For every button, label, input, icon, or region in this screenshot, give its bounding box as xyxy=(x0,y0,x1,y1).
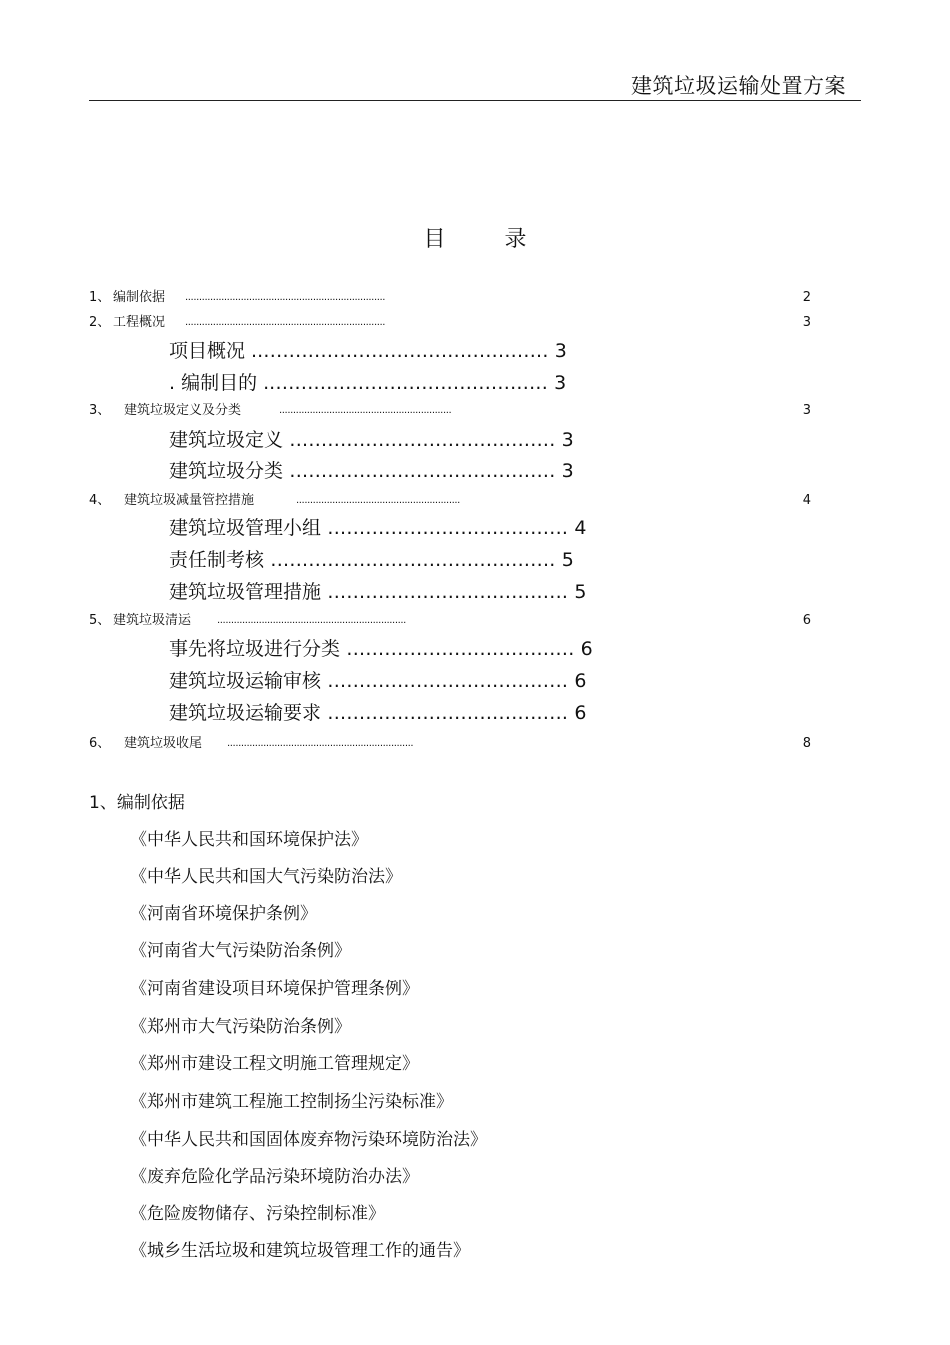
toc-subentry-page: 4 xyxy=(574,517,587,539)
toc-subentry-page: 6 xyxy=(580,638,593,660)
toc-entry-number: 1、 xyxy=(89,290,111,305)
toc-entry-2 xyxy=(89,316,811,332)
toc-subentry-page: 6 xyxy=(574,670,587,692)
toc-entry-page: 6 xyxy=(802,613,811,628)
toc-subentry-label: 建筑垃圾管理措施 xyxy=(169,581,322,603)
toc-subentry xyxy=(169,519,586,543)
toc-entry-label: 工程概况 xyxy=(113,315,166,330)
toc-entry-number: 4、 xyxy=(89,493,111,508)
reference-item: 《中华人民共和国固体废弃物污染环境防治法》 xyxy=(130,1130,487,1150)
toc-subentry xyxy=(169,374,566,398)
toc-entry-number: 2、 xyxy=(89,315,111,330)
toc-subentry-page: 5 xyxy=(561,549,574,571)
toc-entry-number: 6、 xyxy=(89,736,111,751)
toc-leader-dots: .................................................................... xyxy=(217,615,406,626)
reference-item: 《危险废物储存、污染控制标准》 xyxy=(130,1204,385,1224)
toc-entry-label: 建筑垃圾收尾 xyxy=(124,736,203,751)
toc-entry-number: 3、 xyxy=(89,403,111,418)
header-divider xyxy=(89,100,861,101)
toc-subentry-page: 5 xyxy=(574,581,587,603)
toc-subentry xyxy=(169,640,593,664)
toc-subentry xyxy=(169,342,567,366)
toc-subentry-page: 3 xyxy=(554,372,567,394)
toc-entry-label: 建筑垃圾定义及分类 xyxy=(124,403,242,418)
toc-leader-dots: .................................... xyxy=(340,638,575,660)
toc-subentry-label: 项目概况 . xyxy=(169,340,258,362)
toc-subentry-page: 3 xyxy=(561,429,574,451)
toc-leader-dots: ........................................................................ xyxy=(185,292,386,303)
toc-subentry-label: 建筑垃圾运输要求 xyxy=(169,702,322,724)
toc-subentry xyxy=(169,551,574,575)
toc-leader-dots: ............................................. xyxy=(264,549,556,571)
toc-subentry xyxy=(169,704,586,728)
toc-entry-page: 4 xyxy=(802,493,811,508)
toc-subentry xyxy=(169,583,586,607)
reference-item: 《中华人民共和国大气污染防治法》 xyxy=(130,867,402,887)
toc-entry-page: 3 xyxy=(802,315,811,330)
reference-item: 《中华人民共和国环境保护法》 xyxy=(130,830,368,850)
toc-entry-5 xyxy=(89,614,811,630)
toc-entry-page: 3 xyxy=(802,403,811,418)
toc-subentry-page: 6 xyxy=(574,702,587,724)
toc-leader-dots: .............................................................. xyxy=(279,405,452,416)
toc-subentry xyxy=(169,431,574,455)
toc-entry-page: 2 xyxy=(802,290,811,305)
toc-subentry-label: 建筑垃圾定义 xyxy=(169,429,284,451)
toc-subentry-label: . 编制目的 . xyxy=(169,372,270,394)
toc-entry-label: 编制依据 xyxy=(113,290,166,305)
reference-item: 《河南省大气污染防治条例》 xyxy=(130,941,351,961)
toc-leader-dots: ........................................................... xyxy=(296,495,460,506)
toc-leader-dots: .......................................... xyxy=(283,460,556,482)
toc-subentry-label: 事先将垃圾进行分类 xyxy=(169,638,341,660)
toc-subentry xyxy=(169,462,574,486)
reference-item: 《河南省环境保护条例》 xyxy=(130,904,317,924)
toc-leader-dots: ...................................... xyxy=(321,581,569,603)
toc-entry-6 xyxy=(89,737,811,753)
reference-item: 《郑州市建设工程文明施工管理规定》 xyxy=(130,1054,419,1074)
toc-leader-dots: ........................................................................ xyxy=(185,317,386,328)
toc-leader-dots: ................................................................... xyxy=(227,738,414,749)
toc-leader-dots: ...................................... xyxy=(321,702,569,724)
toc-entry-3 xyxy=(89,404,811,420)
toc-title: 目 录 xyxy=(423,227,553,252)
toc-leader-dots: .......................................... xyxy=(283,429,556,451)
toc-leader-dots: ............................................ xyxy=(269,372,549,394)
reference-item: 《郑州市大气污染防治条例》 xyxy=(130,1017,351,1037)
toc-subentry-label: 建筑垃圾运输审核 xyxy=(169,670,322,692)
reference-item: 《河南省建设项目环境保护管理条例》 xyxy=(130,979,419,999)
toc-entry-page: 8 xyxy=(802,736,811,751)
toc-entry-label: 建筑垃圾清运 xyxy=(113,613,192,628)
header-title: 建筑垃圾运输处置方案 xyxy=(631,74,846,98)
toc-entry-label: 建筑垃圾减量管控措施 xyxy=(124,493,255,508)
toc-leader-dots: ...................................... xyxy=(321,670,569,692)
toc-entry-number: 5、 xyxy=(89,613,111,628)
toc-entry-4 xyxy=(89,494,811,510)
reference-item: 《城乡生活垃圾和建筑垃圾管理工作的通告》 xyxy=(130,1241,470,1261)
section-heading: 1、编制依据 xyxy=(89,793,185,813)
toc-subentry-label: 建筑垃圾分类 xyxy=(169,460,284,482)
toc-subentry xyxy=(169,672,586,696)
reference-item: 《废弃危险化学品污染环境防治办法》 xyxy=(130,1167,419,1187)
toc-leader-dots: .............................................. xyxy=(257,340,549,362)
toc-subentry-label: 责任制考核 xyxy=(169,549,265,571)
toc-subentry-page: 3 xyxy=(554,340,567,362)
toc-leader-dots: ...................................... xyxy=(321,517,569,539)
toc-subentry-page: 3 xyxy=(561,460,574,482)
toc-entry-1 xyxy=(89,291,811,307)
toc-subentry-label: 建筑垃圾管理小组 xyxy=(169,517,322,539)
reference-item: 《郑州市建筑工程施工控制扬尘污染标准》 xyxy=(130,1092,453,1112)
